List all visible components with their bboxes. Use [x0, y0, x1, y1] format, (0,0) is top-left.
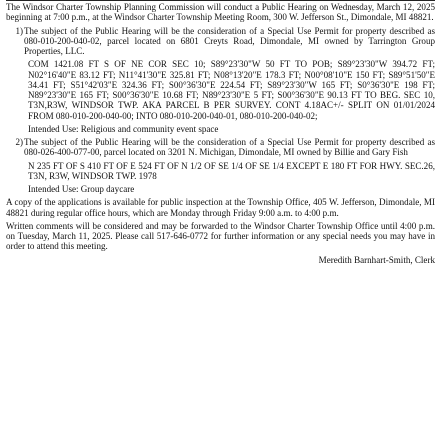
top-rule	[6, 0, 435, 1]
item-subject: The subject of the Public Hearing will be the consideration of a Special Use Permit for property described as 080-010-200-040-02, parcel located on 6801 Creyts Road, Dimondale, MI owned by Tarrington Group Properties, LLC.	[24, 25, 435, 56]
legal-description: N 235 FT OF S 410 FT OF E 524 FT OF N 1/2 OF SE 1/4 OF SE 1/4 EXCEPT E 180 FT FOR HWY. SEC.26, T3N, R3W, WINDSOR TWP. 1978	[28, 160, 435, 181]
intended-use: Intended Use: Religious and community event space	[28, 123, 219, 134]
intro-paragraph: The Windsor Charter Township Planning Commission will conduct a Public Hearing on Wednesday, March 12, 2025 beginning at 7:00 p.m., at the Windsor Charter Township Meeting Room, 300 W. Jefferson St., Dimondale, MI 48821.	[6, 2, 435, 23]
item-number: 2)	[15, 137, 23, 147]
intended-use: Intended Use: Group daycare	[28, 184, 135, 194]
clerk-signature: Meredith Barnhart-Smith, Clerk	[318, 254, 435, 265]
item-subject: The subject of the Public Hearing will be the consideration of a Special Use Permit for property described as 080-026-400-077-00, parcel located on 3201 N. Michigan, Dimondale, MI owned by Billie and Gary Fish	[24, 137, 435, 158]
legal-description: COM 1421.08 FT S OF NE COR SEC 10; S89°23'30"W 50 FT TO POB; S89°23'30"W 394.72 FT; N02°16'40"E 83.12 FT; N11°41'30"E 325.81 FT; N08°13'20"E 178.3 FT; N00°08'10"E 150 FT; S89°51'50"E 34.41 FT; S51°42'03"E 324.36 FT; S00°36'30"E 224.54 FT; S89°23'30"W 165 FT; S0°36'30"E 198 FT; N89°23'30"E 165 FT; S00°36'30"E 10.68 FT; N89°23'30"E 5 FT; S00°36'30"E 90.13 FT TO BEG. SEC 10, T3N,R3W, WINDSOR TWP. AKA PARCEL B PER SURVEY. CONT 4.18AC+/- SPLIT ON 01/01/2024 FROM 080-010-200-040-00; INTO 080-010-200-040-01, 080-010-200-040-02;	[28, 59, 435, 121]
comments-paragraph: Written comments will be considered and may be forwarded to the Windsor Charter Township Office until 4:00 p.m. on Tuesday, March 11, 2025. Please call 517-646-0772 for further information or any special needs you may have in order to attend this meeting.	[6, 220, 435, 252]
availability-paragraph: A copy of the applications is available for public inspection at the Township Office, 405 W. Jefferson, Dimondale, MI 48821 during regular office hours, which are Monday through Friday 9:00 a.m. to 4:00 p.m.	[6, 197, 435, 218]
hearing-item-2	[6, 137, 435, 194]
item-number: 1)	[15, 25, 23, 36]
hearing-item-1	[6, 26, 435, 135]
